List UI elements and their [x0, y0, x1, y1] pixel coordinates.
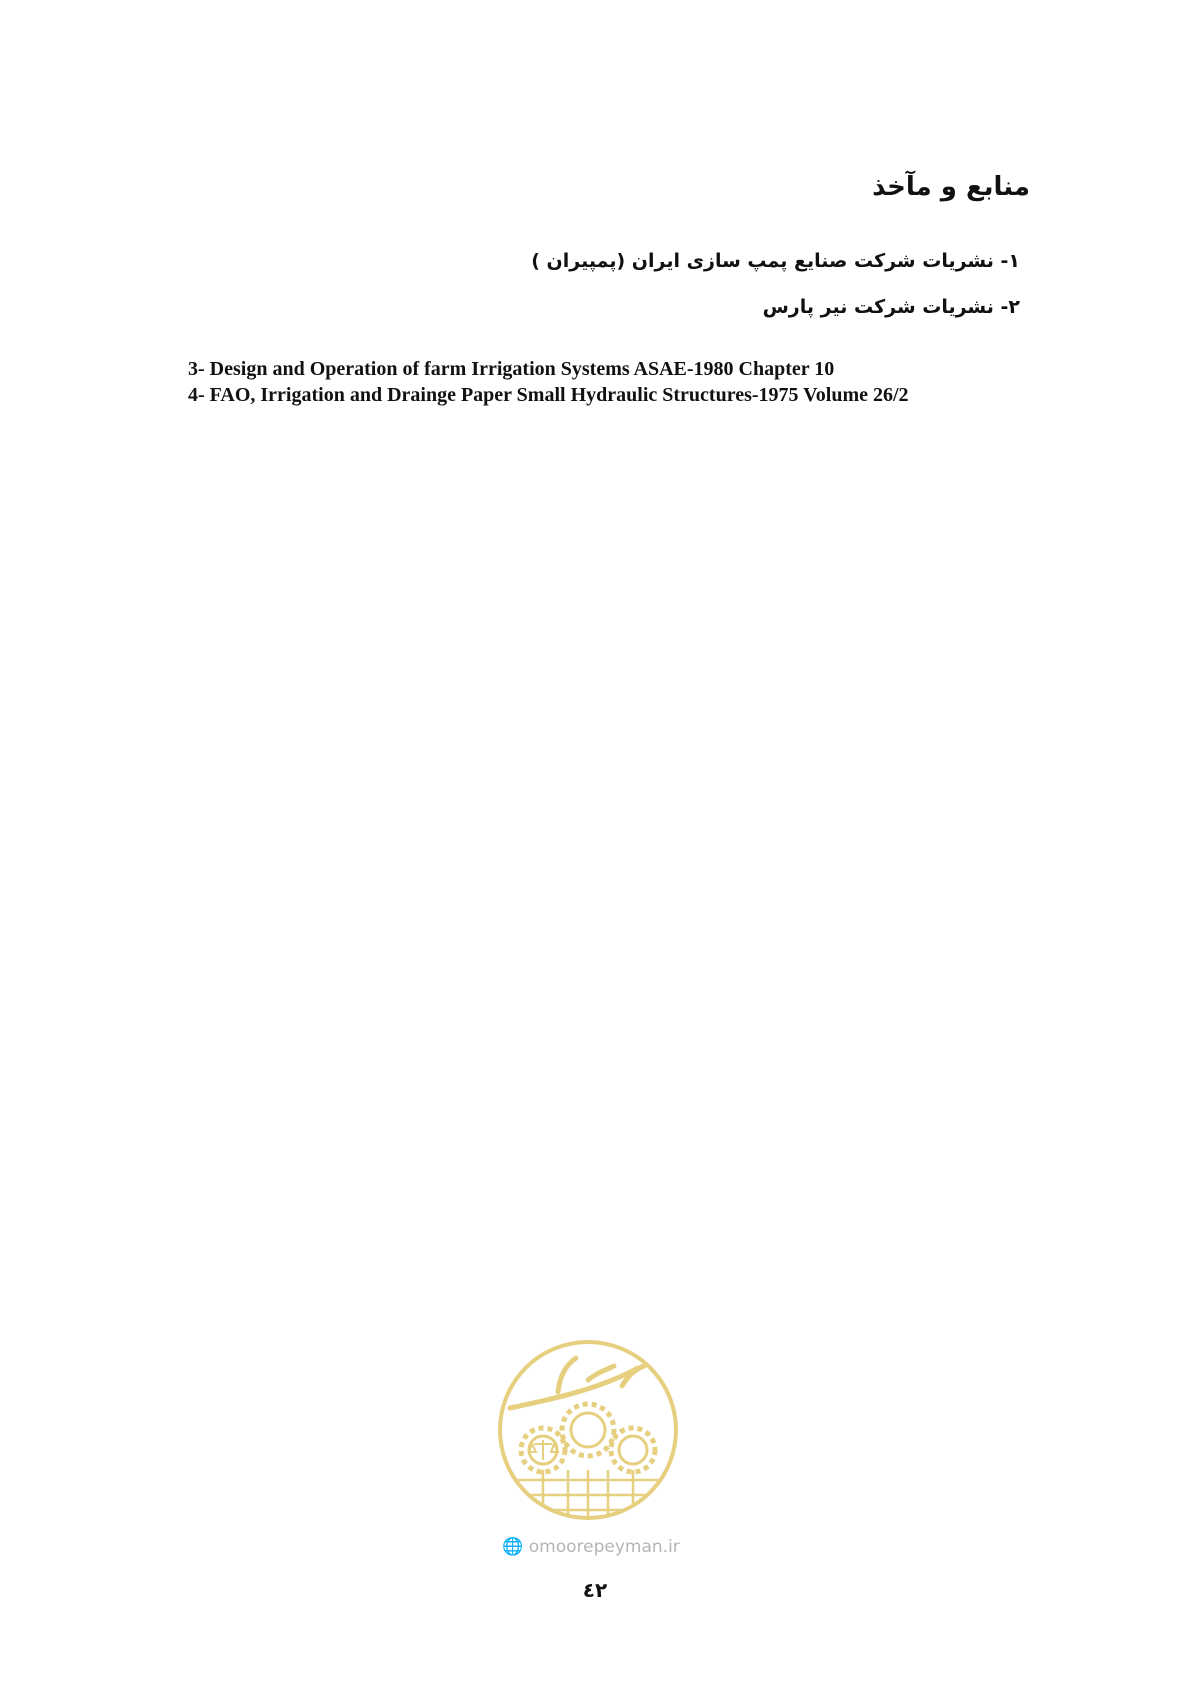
english-references-list — [188, 356, 909, 408]
page-number: ٤٢ — [582, 1578, 608, 1602]
watermark-url — [486, 1537, 696, 1557]
globe-icon: 🌐 — [502, 1537, 524, 1557]
reference-item: ۲- نشریات شرکت نیر پارس — [762, 296, 1020, 318]
watermark-logo — [488, 1330, 688, 1530]
reference-item: ۱- نشریات شرکت صنایع پمپ سازی ایران (پمپیران ) — [531, 250, 1020, 272]
references-heading: منابع و مآخذ — [872, 172, 1030, 202]
reference-item: 4- FAO, Irrigation and Drainge Paper Small Hydraulic Structures-1975 Volume 26/2 — [188, 384, 909, 406]
persian-references-list — [531, 246, 1020, 338]
reference-item: 3- Design and Operation of farm Irrigation Systems ASAE-1980 Chapter 10 — [188, 358, 835, 380]
watermark-url-text: omoorepeyman.ir — [528, 1537, 680, 1557]
